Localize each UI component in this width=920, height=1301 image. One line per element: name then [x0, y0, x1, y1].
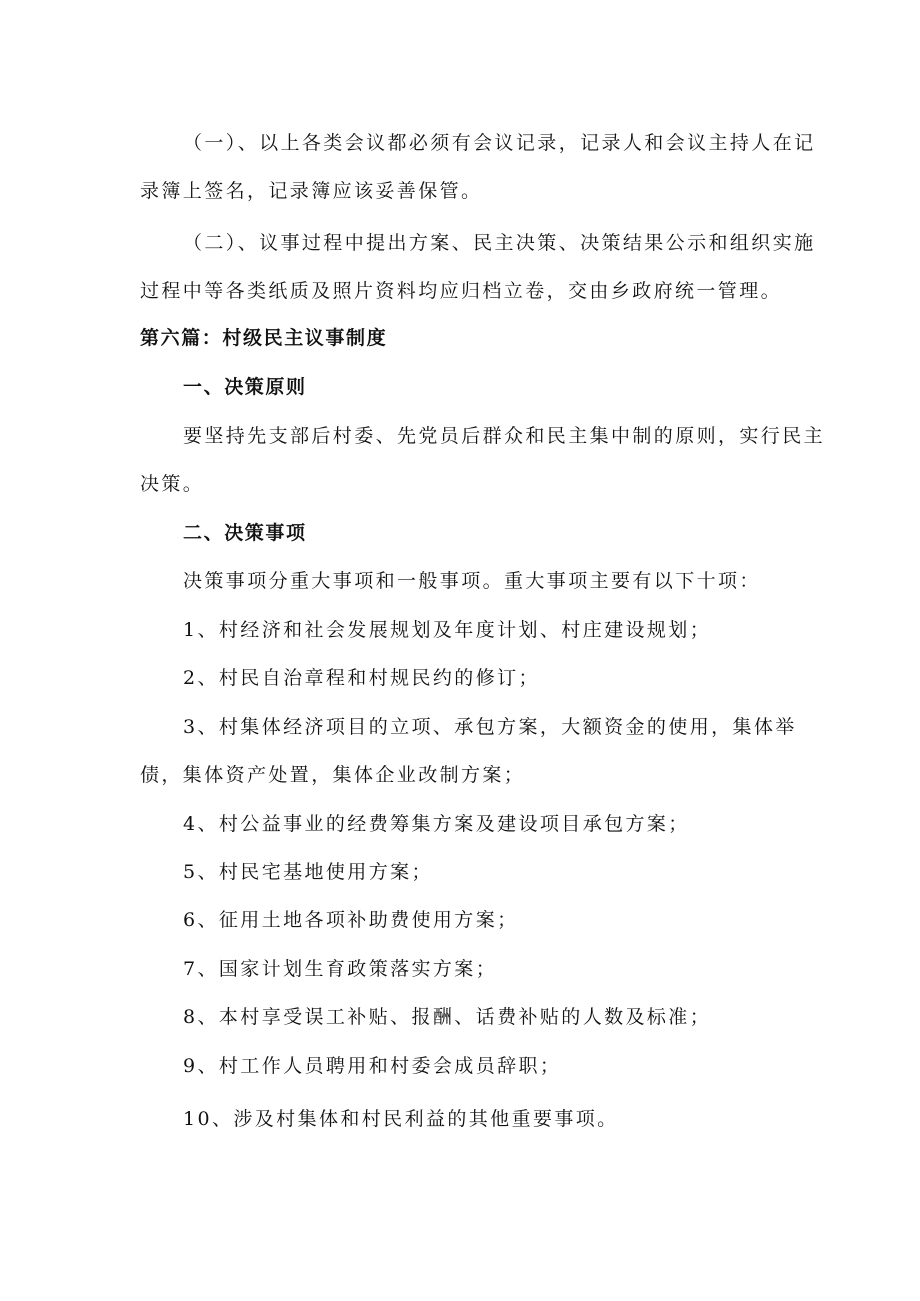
chapter-title: 第六篇：村级民主议事制度	[140, 327, 388, 349]
section1-body-line2: 决策。	[140, 473, 205, 495]
list-item-4: 4、村公益事业的经费筹集方案及建设项目承包方案；	[183, 813, 690, 835]
section1-body-line1: 要坚持先支部后村委、先党员后群众和民主集中制的原则，实行民主	[183, 425, 826, 447]
para2-line1: （二）、议事过程中提出方案、民主决策、决策结果公示和组织实施	[183, 232, 816, 254]
list-item-6: 6、征用土地各项补助费使用方案；	[183, 909, 519, 931]
list-item-8: 8、本村享受误工补贴、报酬、话费补贴的人数及标准；	[183, 1006, 712, 1028]
list-item-9: 9、村工作人员聘用和村委会成员辞职；	[183, 1055, 562, 1077]
para2-line2: 过程中等各类纸质及照片资料均应归档立卷，交由乡政府统一管理。	[140, 280, 783, 302]
list-item-1: 1、村经济和社会发展规划及年度计划、村庄建设规划；	[183, 619, 712, 641]
section2-heading: 二、决策事项	[183, 522, 307, 544]
list-item-10: 10、涉及村集体和村民利益的其他重要事项。	[183, 1108, 619, 1130]
list-item-3: 3、村集体经济项目的立项、承包方案，大额资金的使用，集体举	[183, 716, 797, 738]
para1-line2: 录簿上签名，记录簿应该妥善保管。	[140, 180, 483, 202]
list-item-2: 2、村民自治章程和村规民约的修订；	[183, 667, 540, 689]
list-item-7: 7、国家计划生育政策落实方案；	[183, 958, 498, 980]
section1-heading: 一、决策原则	[183, 376, 307, 398]
list-item-3-continued: 债，集体资产处置，集体企业改制方案；	[140, 764, 526, 786]
para1-line1: （一）、以上各类会议都必须有会议记录，记录人和会议主持人在记	[183, 132, 816, 154]
section2-intro: 决策事项分重大事项和一般事项。重大事项主要有以下十项：	[183, 570, 761, 592]
list-item-5: 5、村民宅基地使用方案；	[183, 861, 433, 883]
